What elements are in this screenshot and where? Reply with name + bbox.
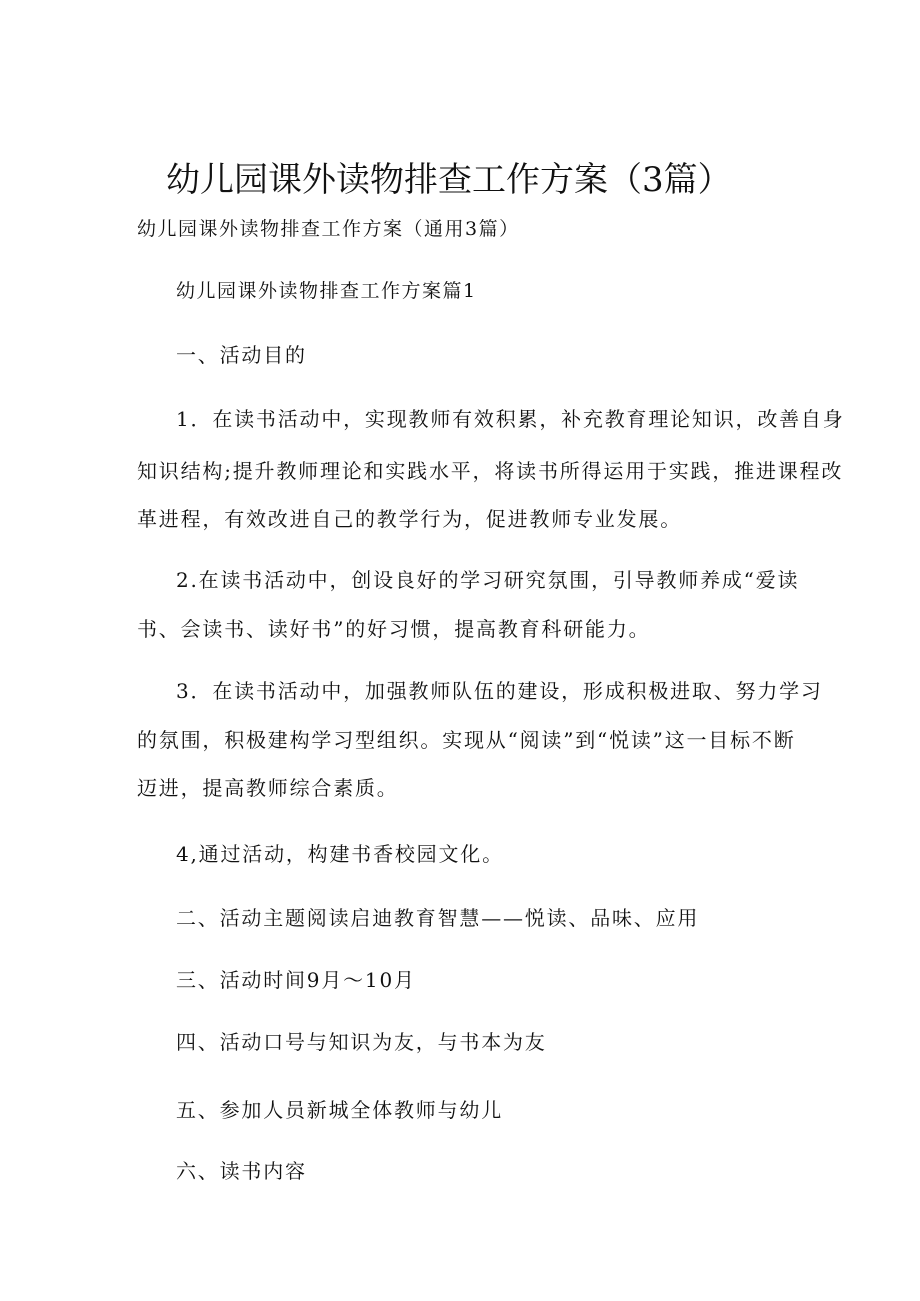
item-2-line-2: 书、会读书、读好书”的好习惯，提高教育科研能力。 — [137, 617, 651, 641]
document-title: 幼儿园课外读物排查工作方案（3篇） — [166, 160, 732, 200]
item-3-line-1: 3．在读书活动中，加强教师队伍的建设，形成积极进取、努力学习 — [176, 679, 823, 703]
item-1-line-3: 革进程，有效改进自己的教学行为，促进教师专业发展。 — [137, 507, 682, 531]
heading-activity-purpose: 一、活动目的 — [176, 343, 307, 367]
heading-participants: 五、参加人员新城全体教师与幼儿 — [176, 1098, 503, 1122]
heading-activity-theme: 二、活动主题阅读启迪教育智慧——悦读、品味、应用 — [176, 906, 700, 930]
section-heading: 幼儿园课外读物排查工作方案篇1 — [176, 280, 477, 302]
item-1-line-2: 知识结构;提升教师理论和实践水平，将读书所得运用于实践，推进课程改 — [137, 459, 844, 483]
item-2-line-1: 2.在读书活动中，创设良好的学习研究氛围，引导教师养成“爱读 — [176, 568, 800, 592]
document-subtitle: 幼儿园课外读物排查工作方案（通用3篇） — [137, 218, 520, 240]
item-3-line-3: 迈进，提高教师综合素质。 — [137, 776, 399, 800]
heading-reading-content: 六、读书内容 — [176, 1159, 307, 1183]
item-4: 4,通过活动，构建书香校园文化。 — [176, 842, 504, 866]
heading-activity-slogan: 四、活动口号与知识为友，与书本为友 — [176, 1030, 547, 1054]
item-1-line-1: 1．在读书活动中，实现教师有效积累，补充教育理论知识，改善自身 — [176, 407, 845, 431]
item-3-line-2: 的氛围，积极建构学习型组织。实现从“阅读”到“悦读”这一目标不断 — [137, 728, 796, 752]
heading-activity-time: 三、活动时间9月～10月 — [176, 968, 416, 992]
